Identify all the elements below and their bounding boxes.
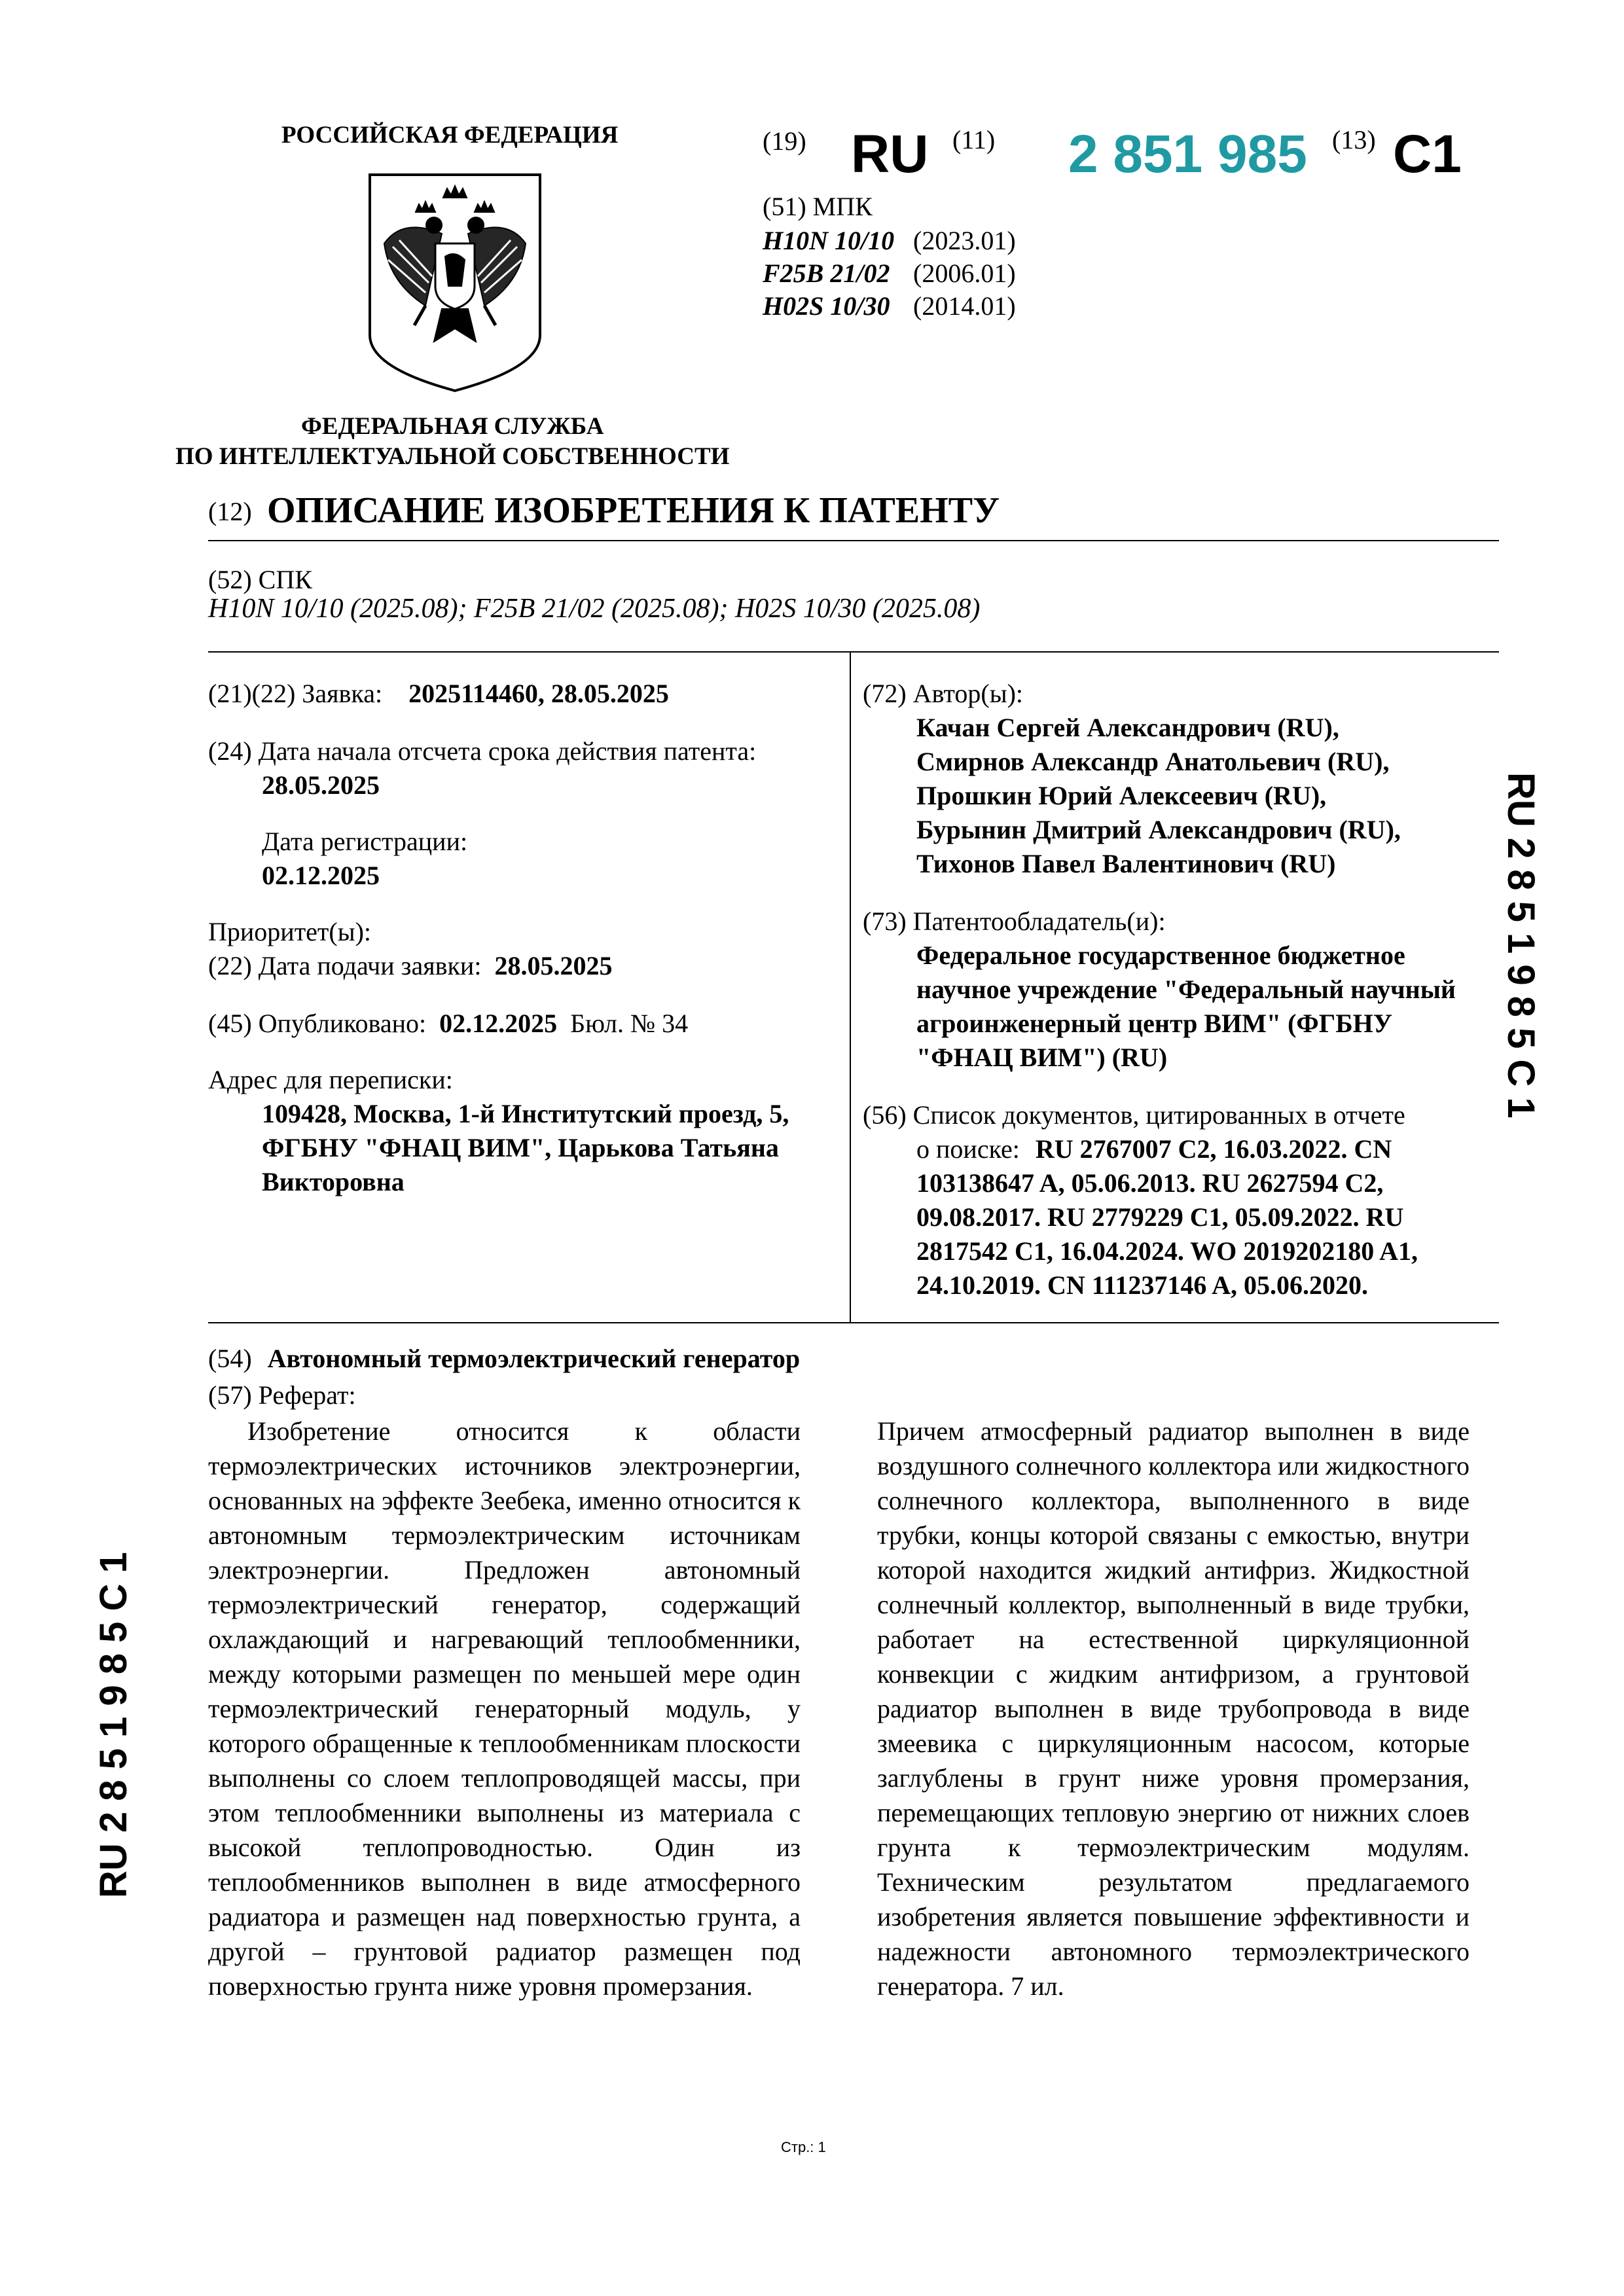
application-field [208, 678, 669, 709]
filing-field [208, 950, 612, 981]
address-line1: 109428, Москва, 1-й Институтский проезд, 5, [262, 1099, 789, 1128]
holder-line: агроинженерный центр ВИМ" (ФГБНУ [916, 1009, 1393, 1038]
address-line3: Викторовна [262, 1167, 405, 1196]
country-name: РОССИЙСКАЯ ФЕДЕРАЦИЯ [281, 122, 619, 149]
invention-title: Автономный термоэлектрический генератор [267, 1344, 801, 1373]
russian-coat-of-arms-icon [363, 171, 547, 394]
divider [208, 540, 1499, 541]
divider [208, 1322, 1499, 1323]
inid-code-12: (12) [208, 497, 252, 526]
side-label-left: RU 2 8 5 1 9 8 5 C 1 [92, 1552, 135, 1898]
application-label: (21)(22) Заявка: [208, 679, 383, 708]
address-line2: ФГБНУ "ФНАЦ ВИМ", Царькова Татьяна [262, 1133, 779, 1162]
side-label-right: RU 2 8 5 1 9 8 5 C 1 [1500, 772, 1542, 1119]
ipc-class: H10N 10/10 [763, 226, 895, 255]
column-divider [850, 651, 851, 1322]
ipc-label: (51) МПК [763, 192, 873, 221]
filing-value: 28.05.2025 [494, 951, 613, 980]
citation-line: 24.10.2019. CN 111237146 A, 05.06.2020. [916, 1270, 1369, 1300]
patent-number: 2 851 985 [1068, 124, 1307, 184]
cpc-classes: H10N 10/10 (2025.08); F25B 21/02 (2025.08); H02S 10/30 (2025.08) [208, 594, 981, 624]
bulletin-number: Бюл. № 34 [570, 1009, 689, 1038]
ipc-entry [763, 291, 1016, 321]
document-title: ОПИСАНИЕ ИЗОБРЕТЕНИЯ К ПАТЕНТУ [267, 490, 1000, 531]
published-field [208, 1008, 688, 1039]
filing-label: (22) Дата подачи заявки: [208, 951, 482, 980]
ipc-version: (2014.01) [913, 291, 1016, 321]
registration-label: Дата регистрации: [262, 827, 468, 856]
agency-name-line1: ФЕДЕРАЛЬНАЯ СЛУЖБА [301, 413, 604, 440]
kind-code: C1 [1393, 124, 1462, 184]
citations-first-line [916, 1134, 1392, 1164]
abstract-column-1 [208, 1414, 801, 2003]
ipc-entry [763, 258, 1016, 289]
abstract-text-2: Причем атмосферный радиатор выполнен в виде воздушного солнечного коллектора или жидкостного солнечного коллектора, выполненного в виде трубки, концы которой связаны с емкостью, внутри которой находится жидкий антифриз. Жидкостной солнечный коллектор, выполненный в виде трубки, работает на естественной циркуляционной конвекции с жидким антифризом, а грунтовой радиатор выполнен в виде трубопровода в виде змеевика с циркуляционным насосом, которые заглублены в грунт ниже уровня промерзания, перемещающих тепловую энергию от нижних слоев грунта к термоэлектрическим модулям. Техническим результатом предлагаемого изобретения является повышение эффективности и надежности автономного термоэлектрического генератора. 7 ил. [877, 1416, 1470, 2001]
term-start-label: (24) Дата начала отсчета срока действия патента: [208, 736, 757, 766]
citations-label: (56) Список документов, цитированных в отчете [863, 1100, 1405, 1130]
published-value: 02.12.2025 [439, 1009, 558, 1038]
citation-line: 2817542 C1, 16.04.2024. WO 2019202180 A1, [916, 1236, 1418, 1266]
citation-line: RU 2767007 C2, 16.03.2022. CN [1035, 1134, 1392, 1164]
ipc-entry [763, 225, 1016, 256]
abstract-label: (57) Реферат: [208, 1380, 356, 1410]
ipc-version: (2023.01) [913, 226, 1016, 255]
inid-code-54: (54) [208, 1344, 252, 1373]
citation-line: 09.08.2017. RU 2779229 C1, 05.09.2022. RU [916, 1202, 1404, 1232]
registration-value: 02.12.2025 [262, 861, 380, 890]
priority-label: Приоритет(ы): [208, 917, 372, 946]
published-label: (45) Опубликовано: [208, 1009, 427, 1038]
divider [208, 651, 1499, 653]
inid-code-13: (13) [1332, 125, 1376, 154]
author-item: Тихонов Павел Валентинович (RU) [916, 849, 1336, 878]
holder-label: (73) Патентообладатель(и): [863, 906, 1166, 936]
author-item: Смирнов Александр Анатольевич (RU), [916, 747, 1390, 776]
authors-label: (72) Автор(ы): [863, 679, 1023, 708]
author-item: Качан Сергей Александрович (RU), [916, 713, 1339, 742]
agency-name-line2: ПО ИНТЕЛЛЕКТУАЛЬНОЙ СОБСТВЕННОСТИ [175, 443, 730, 470]
author-item: Бурынин Дмитрий Александрович (RU), [916, 815, 1401, 844]
page-number: Стр.: 1 [781, 2139, 826, 2155]
country-code: RU [851, 124, 929, 184]
inid-code-19: (19) [763, 126, 806, 156]
address-label: Адрес для переписки: [208, 1065, 453, 1094]
ipc-version: (2006.01) [913, 259, 1016, 288]
ipc-class: H02S 10/30 [763, 291, 890, 321]
abstract-text-1: Изобретение относится к области термоэлектрических источников электроэнергии, основанных на эффекте Зеебека, именно относится к автономным термоэлектрическим источникам электроэнергии. Предложен автономный термоэлектрический генератор, содержащий охлаждающий и нагревающий теплообменники, между которыми размещен по меньшей мере один термоэлектрический генераторный модуль, у которого обращенные к теплообменникам плоскости выполнены со слоем теплопроводящей массы, при этом теплообменники выполнены из материала с высокой теплопроводностью. Один из теплообменников выполнен в виде атмосферного радиатора и размещен над поверхностью грунта, а другой – грунтовой радиатор размещен под поверхностью грунта ниже уровня промерзания. [208, 1416, 801, 2001]
cpc-label: (52) СПК [208, 565, 312, 594]
author-item: Прошкин Юрий Алексеевич (RU), [916, 781, 1327, 810]
application-value: 2025114460, 28.05.2025 [408, 679, 669, 708]
holder-line: научное учреждение "Федеральный научный [916, 975, 1456, 1004]
holder-line: Федеральное государственное бюджетное [916, 941, 1405, 970]
term-start-value: 28.05.2025 [262, 770, 380, 800]
citations-prefix: о поиске: [916, 1134, 1020, 1164]
ipc-class: F25B 21/02 [763, 259, 890, 288]
abstract-column-2 [877, 1414, 1470, 2003]
invention-title-field [208, 1343, 800, 1374]
holder-line: "ФНАЦ ВИМ") (RU) [916, 1043, 1168, 1072]
inid-code-11: (11) [952, 125, 996, 154]
citation-line: 103138647 A, 05.06.2013. RU 2627594 C2, [916, 1168, 1384, 1198]
